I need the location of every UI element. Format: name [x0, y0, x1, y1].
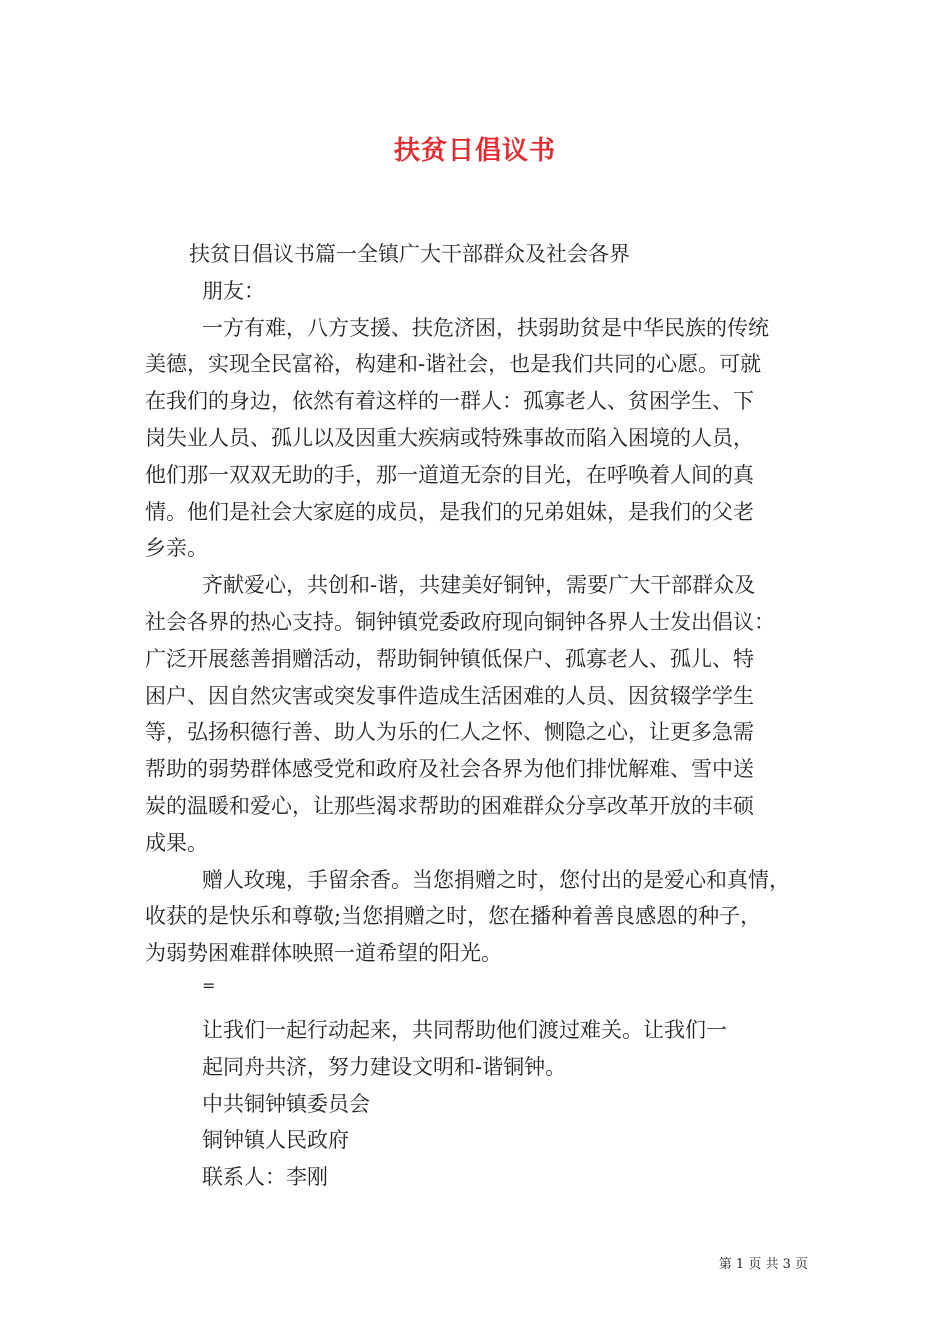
paragraph-1-line: 他们那一双双无助的手，那一道道无奈的目光，在呼唤着人间的真 — [145, 462, 754, 487]
paragraph-1-line: 一方有难，八方支援、扶危济困，扶弱助贫是中华民族的传统 — [202, 315, 769, 340]
paragraph-1-line: 乡亲。 — [145, 536, 208, 561]
paragraph-2-line: 成果。 — [145, 830, 208, 855]
paragraph-1-line: 在我们的身边，依然有着这样的一群人：孤寡老人、贫困学生、下 — [145, 389, 754, 414]
intro-line-2: 朋友： — [202, 278, 265, 303]
paragraph-2-line: 广泛开展慈善捐赠活动，帮助铜钟镇低保户、孤寡老人、孤儿、特 — [145, 646, 754, 671]
closing-line: 让我们一起行动起来，共同帮助他们渡过难关。让我们一 — [202, 1018, 727, 1042]
paragraph-3-line: 为弱势困难群体映照一道希望的阳光。 — [145, 941, 502, 966]
contact-person: 联系人：李刚 — [202, 1165, 328, 1190]
document-title: 扶贫日倡议书 — [393, 136, 556, 166]
paragraph-1-line: 情。他们是社会大家庭的成员，是我们的兄弟姐妹，是我们的父老 — [145, 499, 754, 524]
paragraph-2-line: 炭的温暖和爱心，让那些渴求帮助的困难群众分享改革开放的丰硕 — [145, 793, 754, 818]
paragraph-2-line: 帮助的弱势群体感受党和政府及社会各界为他们排忧解难、雪中送 — [145, 757, 754, 782]
closing-line: 起同舟共济，努力建设文明和-谐铜钟。 — [202, 1054, 567, 1079]
paragraph-2-line: 等，弘扬积德行善、助人为乐的仁人之怀、恻隐之心，让更多急需 — [145, 720, 754, 745]
signatory-government: 铜钟镇人民政府 — [202, 1128, 349, 1153]
paragraph-2-line: 齐献爱心，共创和-谐，共建美好铜钟，需要广大干部群众及 — [202, 573, 756, 598]
paragraph-1-line: 岗失业人员、孤儿以及因重大疾病或特殊事故而陷入困境的人员， — [145, 425, 754, 450]
paragraph-3-line: 收获的是快乐和尊敬;当您捐赠之时，您在播种着善良感恩的种子， — [145, 904, 762, 929]
paragraph-3-line: 赠人玫瑰，手留余香。当您捐赠之时，您付出的是爱心和真情， — [202, 867, 790, 892]
paragraph-2-line: 困户、因自然灾害或突发事件造成生活困难的人员、因贫辍学学生 — [145, 683, 754, 708]
intro-line-1: 扶贫日倡议书篇一全镇广大干部群众及社会各界 — [189, 242, 630, 266]
paragraph-1-line: 美德，实现全民富裕，构建和-谐社会，也是我们共同的心愿。可就 — [145, 352, 762, 377]
closing-block — [202, 1012, 727, 1196]
paragraph-2-line: 社会各界的热心支持。铜钟镇党委政府现向铜钟各界人士发出倡议： — [145, 609, 775, 634]
signatory-committee: 中共铜钟镇委员会 — [202, 1091, 370, 1116]
document-body — [145, 236, 815, 1000]
page-number: 第 1 页 共 3 页 — [718, 1257, 808, 1272]
separator-mark: = — [202, 975, 216, 995]
